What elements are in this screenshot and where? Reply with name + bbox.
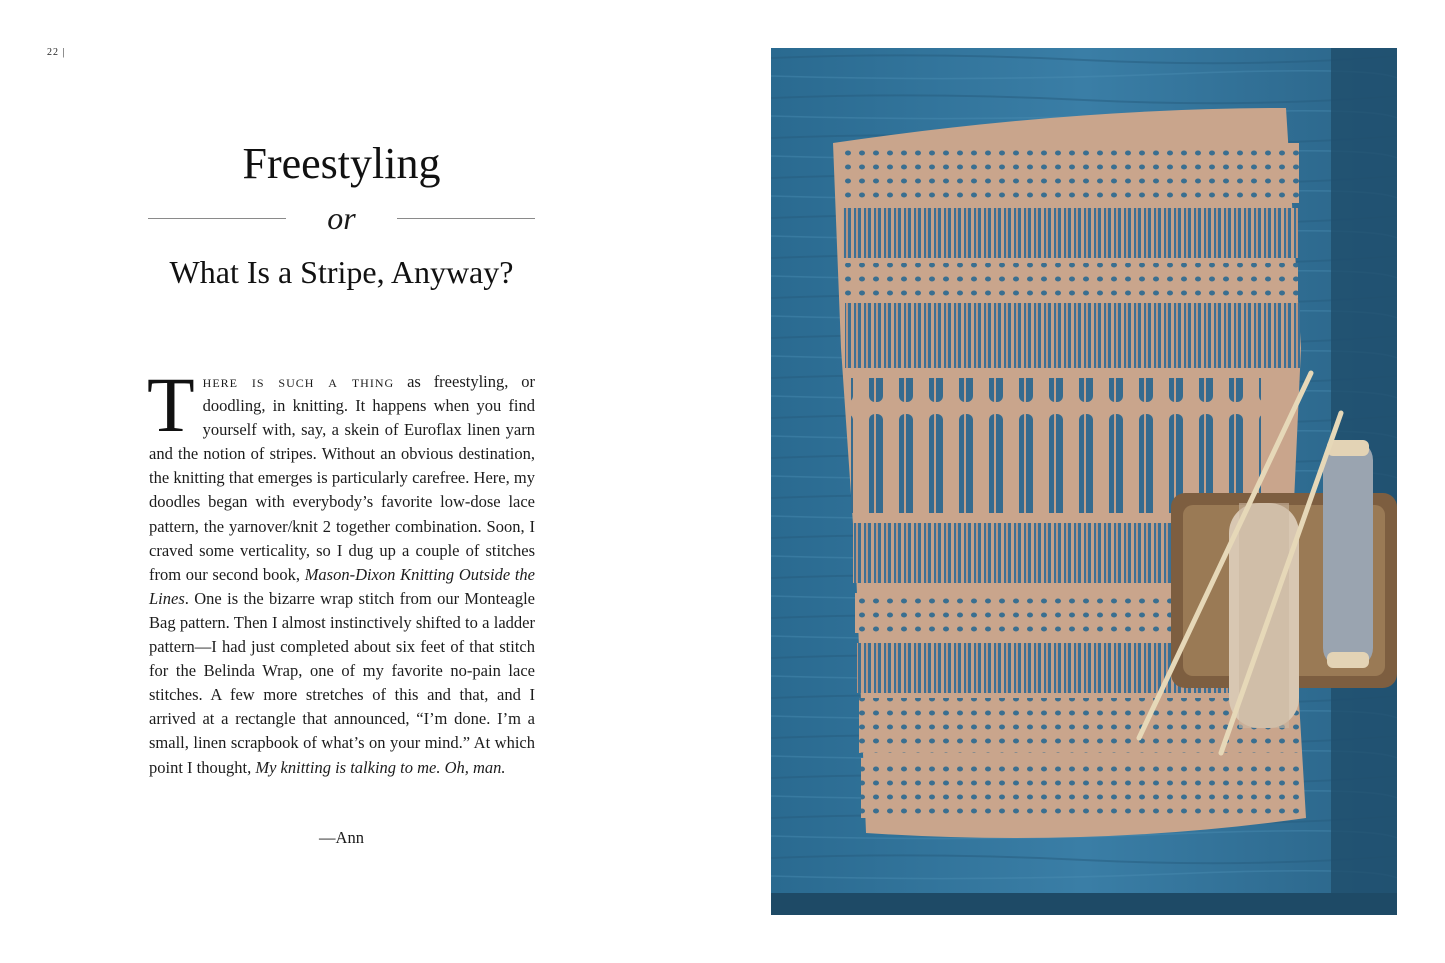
book-title: Mason-Dixon Knitting Outside the Lines: [149, 564, 535, 608]
page-title: Freestyling: [242, 139, 441, 188]
connector-word: or: [327, 200, 356, 236]
title-connector: [148, 200, 535, 240]
knitted-swatch-photo: [771, 48, 1397, 915]
paragraph-part-1: as freestyling, or doodling, in knitting. It happens when you find yourself with, say, a skein of Euroflax linen yarn and the notion of stripes. Without an obvious destination, the knitting that emerges is particularly carefree. Here, my doodles began with everybody’s favorite low-dose lace pattern, the yarnover/knit 2 together combination. Soon, I craved some verticality, so I dug up a couple of stitches from our second book,: [149, 372, 536, 584]
signature: —Ann: [319, 828, 364, 847]
drop-cap: T: [147, 361, 195, 448]
photo-illustration: [771, 48, 1397, 915]
paragraph-part-2: . One is the bizarre wrap stitch from our Monteagle Bag pattern. Then I almost instinctively shifted to a ladder pattern—I had just completed about six feet of that stitch for the Belinda Wrap, one of my favorite no-pain lace stitches. A few more stretches of this and that, and I arrived at a rectangle that announced, “I’m done. I’m a small, linen scrapbook of what’s on your mind.” At which point I thought,: [149, 588, 535, 777]
body-paragraph: [147, 361, 536, 780]
knitted-swatch: [833, 108, 1306, 838]
closing-line: My knitting is talking to me. Oh, man.: [255, 757, 506, 777]
page-number: 22 |: [47, 47, 66, 58]
page-subtitle: What Is a Stripe, Anyway?: [169, 254, 514, 290]
rule-right: [397, 218, 535, 219]
lead-in-smallcaps: here is such a thing: [202, 372, 395, 391]
board-bottom: [771, 893, 1397, 915]
